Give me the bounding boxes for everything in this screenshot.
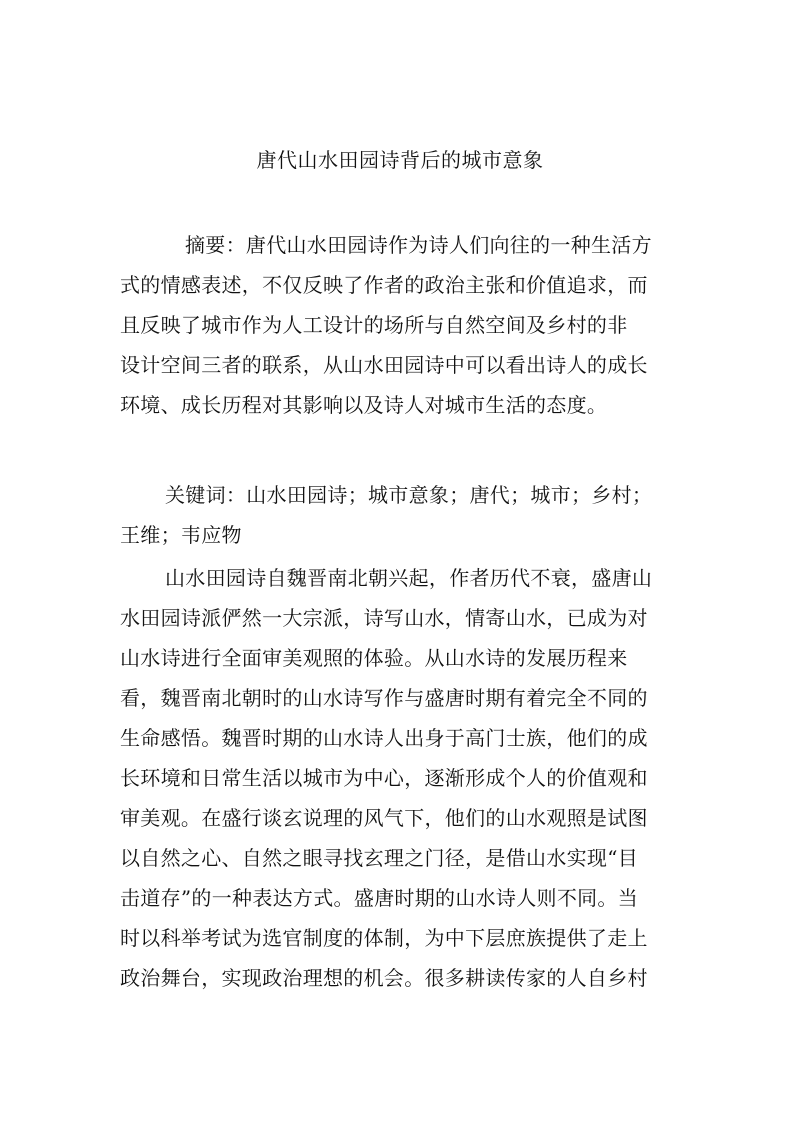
document-title: 唐代山水田园诗背后的城市意象 [256,148,544,172]
abstract-line: 摘要：唐代山水田园诗作为诗人们向往的一种生活方 [185,233,652,257]
body-line: 山水诗进行全面审美观照的体验。从山水诗的发展历程来 [120,646,628,670]
body-line: 生命感悟。魏晋时期的山水诗人出身于高门士族，他们的成 [120,726,648,750]
abstract-line: 式的情感表述，不仅反映了作者的政治主张和价值追求，而 [120,273,648,297]
abstract-line: 环境、成长历程对其影响以及诗人对城市生活的态度。 [120,393,608,417]
body-line: 时以科举考试为选官制度的体制，为中下层庶族提供了走上 [120,926,648,950]
body-line: 水田园诗派俨然一大宗派，诗写山水，情寄山水，已成为对 [120,606,648,630]
body-line: 击道存”的一种表达方式。盛唐时期的山水诗人则不同。当 [120,886,639,910]
body-line: 长环境和日常生活以城市为中心，逐渐形成个人的价值观和 [120,766,648,790]
body-line: 看，魏晋南北朝时的山水诗写作与盛唐时期有着完全不同的 [120,686,648,710]
body-line: 以自然之心、自然之眼寻找玄理之门径，是借山水实现“目 [120,846,639,870]
keywords-line: 关键词：山水田园诗；城市意象；唐代；城市；乡村； [165,483,653,507]
body-line: 山水田园诗自魏晋南北朝兴起，作者历代不衰，盛唐山 [165,566,653,590]
body-line: 审美观。在盛行谈玄说理的风气下，他们的山水观照是试图 [120,806,648,830]
abstract-line: 且反映了城市作为人工设计的场所与自然空间及乡村的非 [120,313,628,337]
keywords-line: 王维；韦应物 [120,523,242,547]
abstract-line: 设计空间三者的联系，从山水田园诗中可以看出诗人的成长 [120,353,648,377]
body-line: 政治舞台，实现政治理想的机会。很多耕读传家的人自乡村 [120,966,648,990]
